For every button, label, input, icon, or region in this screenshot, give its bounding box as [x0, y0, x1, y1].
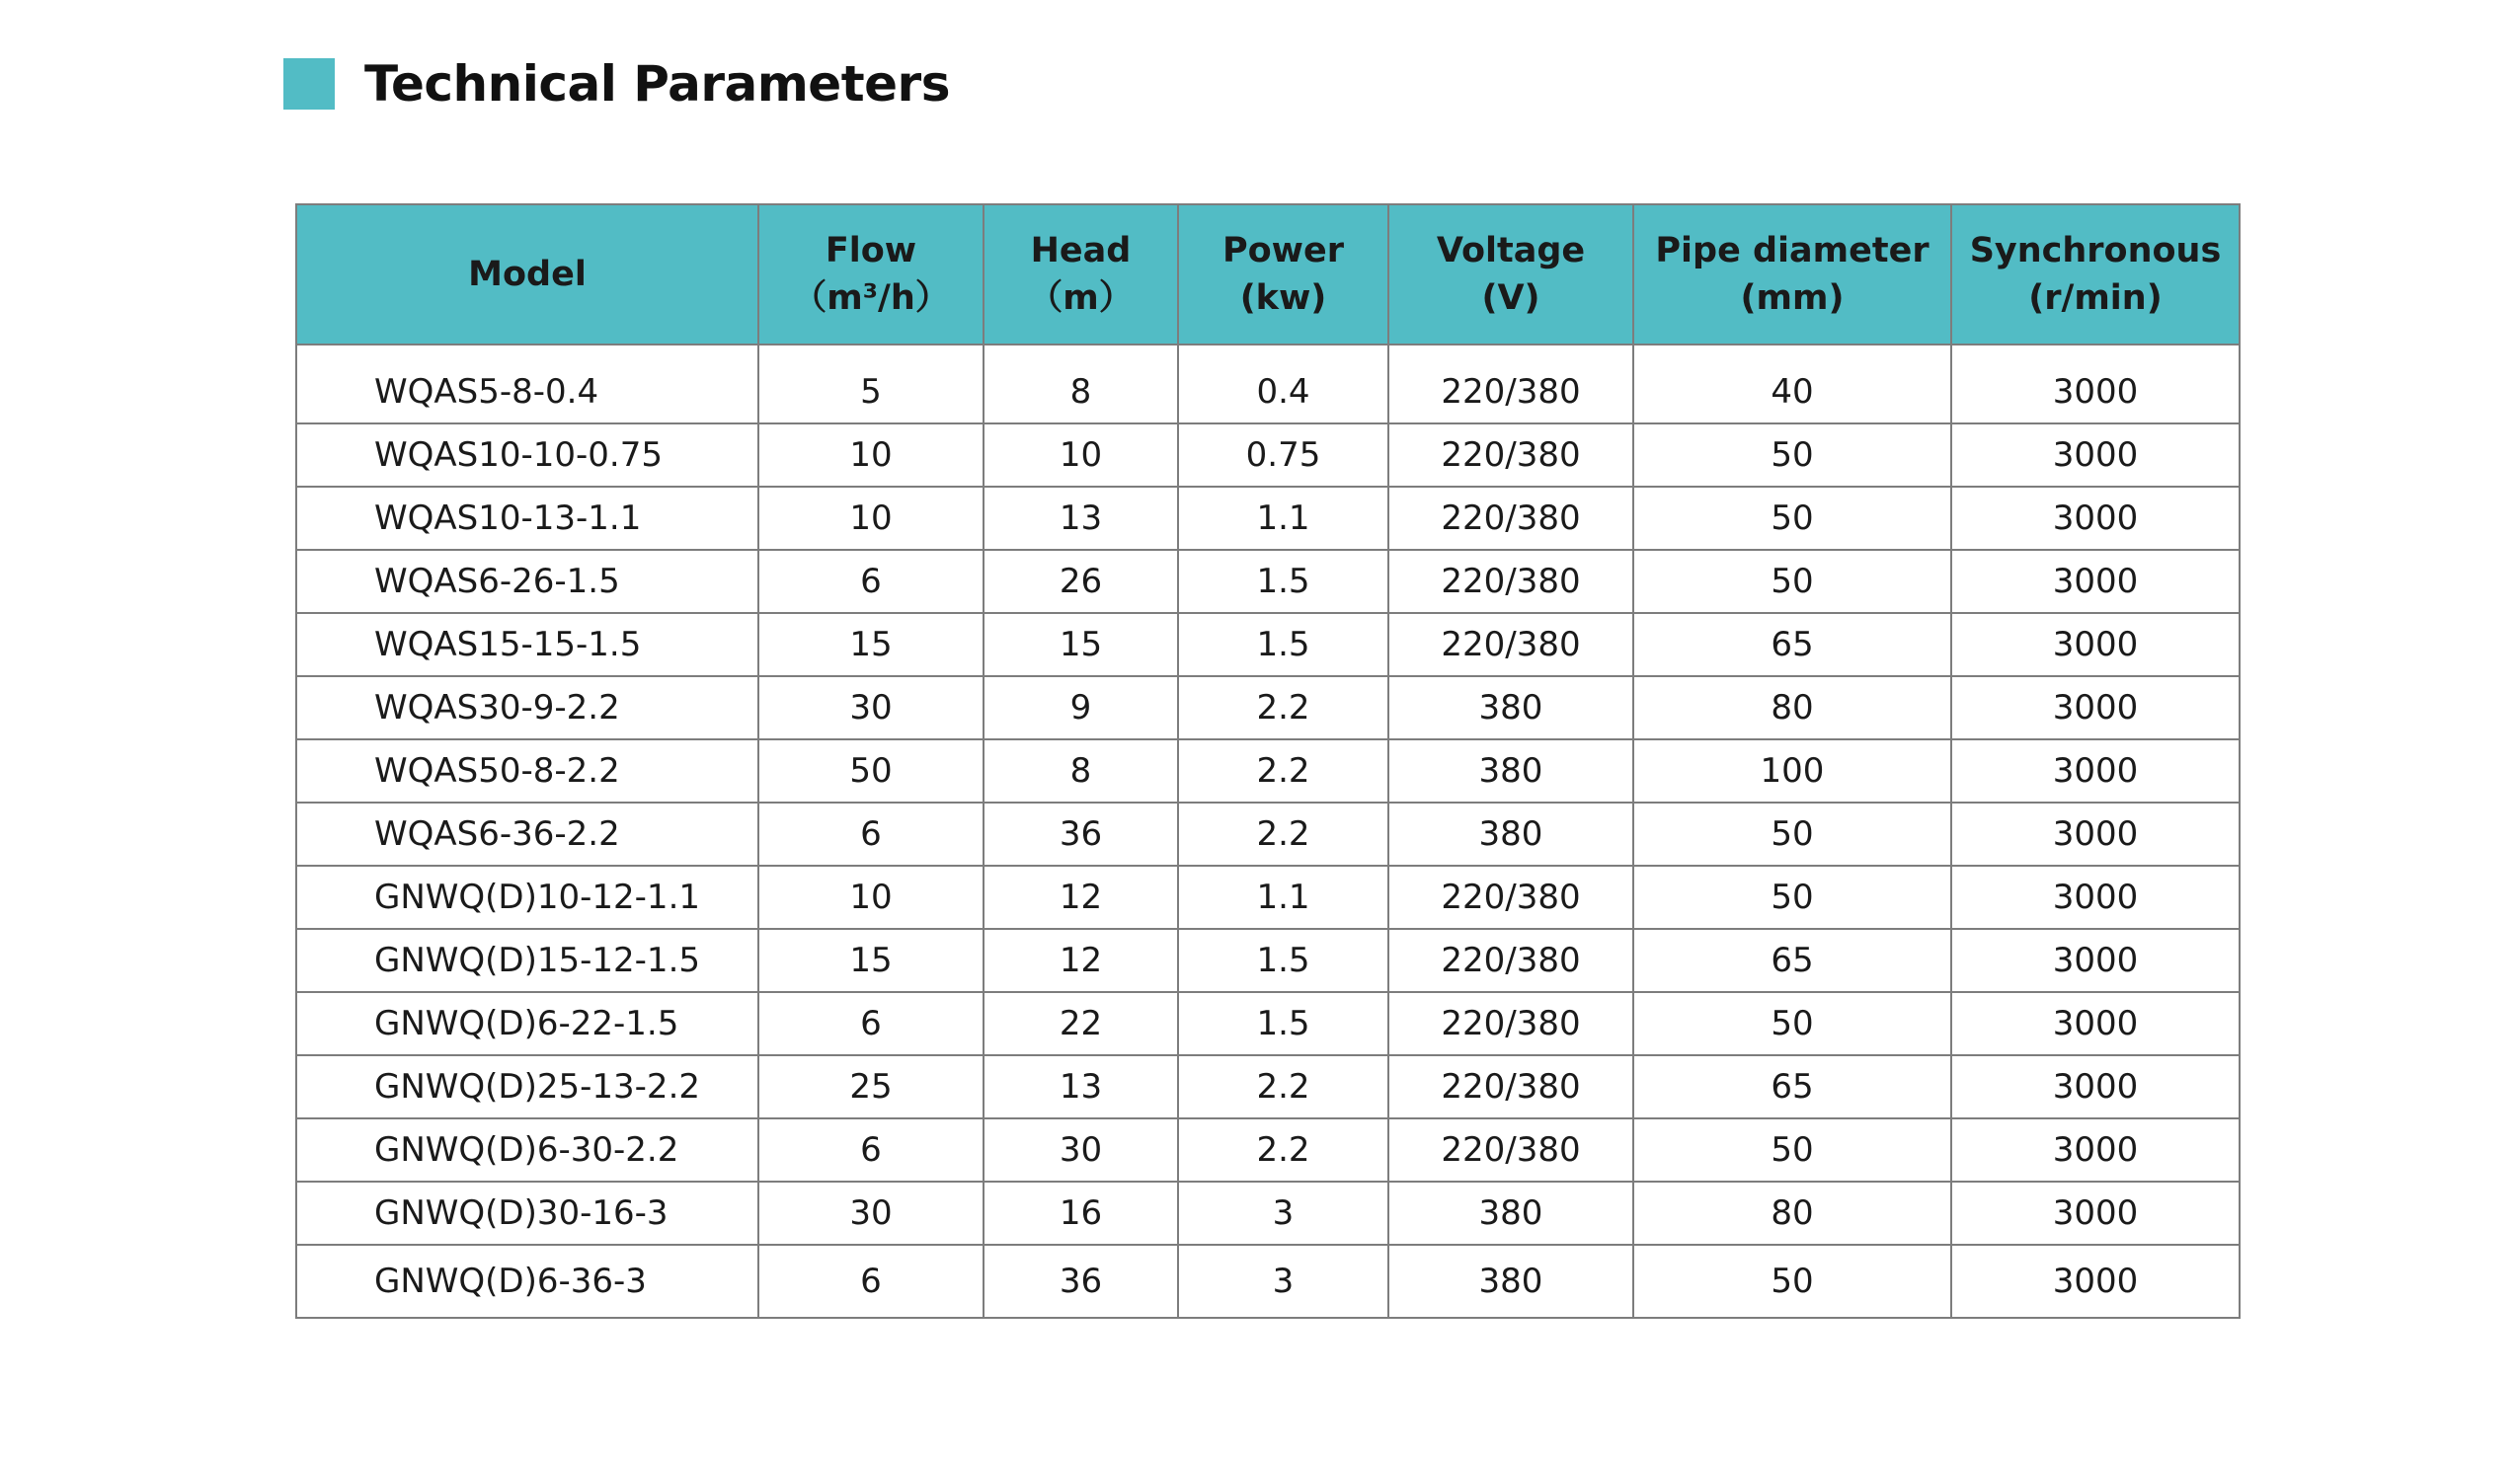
cell-synchronous: 3000: [1951, 992, 2240, 1055]
table-row: [296, 992, 2240, 1055]
cell-model: WQAS50-8-2.2: [296, 739, 758, 803]
cell-synchronous: 3000: [1951, 866, 2240, 929]
table-row: [296, 345, 2240, 423]
cell-pipe-diameter: 100: [1633, 739, 1951, 803]
cell-pipe-diameter: 65: [1633, 613, 1951, 676]
cell-synchronous: 3000: [1951, 803, 2240, 866]
cell-model: WQAS6-26-1.5: [296, 550, 758, 613]
cell-voltage: 220/380: [1388, 992, 1633, 1055]
table-row: [296, 739, 2240, 803]
table-row: [296, 613, 2240, 676]
cell-power: 2.2: [1178, 739, 1388, 803]
cell-power: 3: [1178, 1182, 1388, 1245]
cell-pipe-diameter: 50: [1633, 550, 1951, 613]
cell-flow: 6: [758, 803, 984, 866]
cell-head: 26: [984, 550, 1178, 613]
header-synchronous: Synchronous (r/min): [1951, 204, 2240, 345]
title-accent-square: [283, 58, 335, 110]
cell-synchronous: 3000: [1951, 487, 2240, 550]
cell-model: GNWQ(D)15-12-1.5: [296, 929, 758, 992]
cell-pipe-diameter: 50: [1633, 1245, 1951, 1318]
cell-pipe-diameter: 65: [1633, 1055, 1951, 1118]
cell-model: GNWQ(D)6-30-2.2: [296, 1118, 758, 1182]
cell-synchronous: 3000: [1951, 1118, 2240, 1182]
cell-flow: 15: [758, 613, 984, 676]
cell-model: GNWQ(D)6-22-1.5: [296, 992, 758, 1055]
cell-model: WQAS10-10-0.75: [296, 423, 758, 487]
cell-voltage: 220/380: [1388, 550, 1633, 613]
cell-pipe-diameter: 80: [1633, 1182, 1951, 1245]
cell-power: 2.2: [1178, 1118, 1388, 1182]
cell-pipe-diameter: 50: [1633, 866, 1951, 929]
cell-flow: 6: [758, 1245, 984, 1318]
cell-synchronous: 3000: [1951, 423, 2240, 487]
cell-voltage: 220/380: [1388, 1055, 1633, 1118]
cell-voltage: 220/380: [1388, 613, 1633, 676]
cell-power: 1.1: [1178, 866, 1388, 929]
header-power: Power (kw): [1178, 204, 1388, 345]
table-row: [296, 1118, 2240, 1182]
cell-head: 8: [984, 345, 1178, 423]
cell-head: 16: [984, 1182, 1178, 1245]
cell-head: 8: [984, 739, 1178, 803]
header-flow: Flow （m³/h）: [758, 204, 984, 345]
cell-pipe-diameter: 50: [1633, 803, 1951, 866]
cell-synchronous: 3000: [1951, 739, 2240, 803]
cell-flow: 5: [758, 345, 984, 423]
cell-power: 1.5: [1178, 992, 1388, 1055]
page-title: Technical Parameters: [364, 55, 950, 113]
cell-voltage: 380: [1388, 1182, 1633, 1245]
cell-synchronous: 3000: [1951, 676, 2240, 739]
technical-parameters-table: [295, 203, 2241, 1319]
cell-voltage: 380: [1388, 676, 1633, 739]
cell-power: 2.2: [1178, 803, 1388, 866]
cell-voltage: 380: [1388, 803, 1633, 866]
table-row: [296, 550, 2240, 613]
cell-pipe-diameter: 80: [1633, 676, 1951, 739]
cell-voltage: 380: [1388, 1245, 1633, 1318]
cell-voltage: 220/380: [1388, 345, 1633, 423]
cell-power: 2.2: [1178, 676, 1388, 739]
cell-flow: 30: [758, 1182, 984, 1245]
cell-voltage: 380: [1388, 739, 1633, 803]
cell-synchronous: 3000: [1951, 345, 2240, 423]
table-body: [296, 345, 2240, 1318]
page-header: [283, 57, 950, 111]
cell-power: 0.4: [1178, 345, 1388, 423]
cell-model: WQAS6-36-2.2: [296, 803, 758, 866]
cell-model: GNWQ(D)25-13-2.2: [296, 1055, 758, 1118]
cell-head: 12: [984, 866, 1178, 929]
table-row: [296, 487, 2240, 550]
cell-voltage: 220/380: [1388, 866, 1633, 929]
table-header-row: [296, 204, 2240, 345]
cell-model: WQAS30-9-2.2: [296, 676, 758, 739]
cell-flow: 10: [758, 866, 984, 929]
cell-voltage: 220/380: [1388, 929, 1633, 992]
cell-synchronous: 3000: [1951, 1182, 2240, 1245]
cell-power: 2.2: [1178, 1055, 1388, 1118]
cell-power: 3: [1178, 1245, 1388, 1318]
cell-head: 36: [984, 1245, 1178, 1318]
cell-flow: 30: [758, 676, 984, 739]
cell-pipe-diameter: 50: [1633, 1118, 1951, 1182]
cell-head: 36: [984, 803, 1178, 866]
cell-head: 10: [984, 423, 1178, 487]
cell-model: WQAS15-15-1.5: [296, 613, 758, 676]
cell-model: GNWQ(D)30-16-3: [296, 1182, 758, 1245]
table-row: [296, 1182, 2240, 1245]
cell-model: WQAS10-13-1.1: [296, 487, 758, 550]
cell-flow: 6: [758, 992, 984, 1055]
table-row: [296, 1245, 2240, 1318]
header-model: Model: [296, 204, 758, 345]
cell-synchronous: 3000: [1951, 550, 2240, 613]
cell-voltage: 220/380: [1388, 487, 1633, 550]
cell-power: 1.5: [1178, 550, 1388, 613]
cell-voltage: 220/380: [1388, 1118, 1633, 1182]
table-row: [296, 676, 2240, 739]
cell-head: 13: [984, 487, 1178, 550]
cell-flow: 6: [758, 1118, 984, 1182]
header-voltage: Voltage (V): [1388, 204, 1633, 345]
table-row: [296, 1055, 2240, 1118]
cell-model: GNWQ(D)6-36-3: [296, 1245, 758, 1318]
cell-pipe-diameter: 65: [1633, 929, 1951, 992]
cell-head: 13: [984, 1055, 1178, 1118]
cell-voltage: 220/380: [1388, 423, 1633, 487]
header-pipe-diameter: Pipe diameter (mm): [1633, 204, 1951, 345]
table-row: [296, 803, 2240, 866]
cell-power: 1.5: [1178, 929, 1388, 992]
cell-pipe-diameter: 50: [1633, 423, 1951, 487]
cell-flow: 6: [758, 550, 984, 613]
cell-head: 30: [984, 1118, 1178, 1182]
cell-head: 12: [984, 929, 1178, 992]
cell-power: 1.1: [1178, 487, 1388, 550]
cell-flow: 10: [758, 487, 984, 550]
cell-flow: 25: [758, 1055, 984, 1118]
cell-model: WQAS5-8-0.4: [296, 345, 758, 423]
table-row: [296, 866, 2240, 929]
cell-pipe-diameter: 50: [1633, 992, 1951, 1055]
cell-power: 1.5: [1178, 613, 1388, 676]
table-row: [296, 929, 2240, 992]
cell-head: 22: [984, 992, 1178, 1055]
cell-flow: 15: [758, 929, 984, 992]
cell-synchronous: 3000: [1951, 1245, 2240, 1318]
cell-flow: 50: [758, 739, 984, 803]
cell-pipe-diameter: 50: [1633, 487, 1951, 550]
cell-head: 9: [984, 676, 1178, 739]
cell-power: 0.75: [1178, 423, 1388, 487]
cell-synchronous: 3000: [1951, 1055, 2240, 1118]
cell-model: GNWQ(D)10-12-1.1: [296, 866, 758, 929]
header-head: Head （m）: [984, 204, 1178, 345]
cell-pipe-diameter: 40: [1633, 345, 1951, 423]
cell-flow: 10: [758, 423, 984, 487]
cell-synchronous: 3000: [1951, 929, 2240, 992]
cell-synchronous: 3000: [1951, 613, 2240, 676]
cell-head: 15: [984, 613, 1178, 676]
table-row: [296, 423, 2240, 487]
